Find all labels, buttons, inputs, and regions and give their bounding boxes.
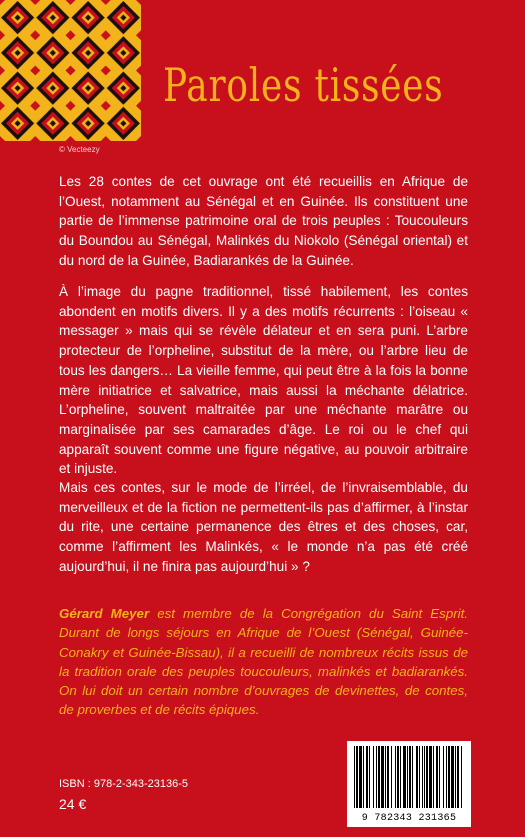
- barcode-bars: [352, 746, 466, 808]
- barcode-bar: [381, 746, 384, 808]
- author-bio-text: est membre de la Congrégation du Saint Esprit. Durant de longs séjours en Afrique de l’Ouest (Sénégal, Guinée-Conakry et Guinée-Bissau), il a recueilli de nombreux récits issus de la tradition orale des peuples toucouleurs, malinkés et badiarankés. On lui doit un certain nombre d’ouvrages de devinettes, de contes, de proverbes et de récits épiques.: [59, 606, 468, 718]
- barcode-bar: [412, 746, 413, 808]
- barcode-bar: [457, 746, 459, 808]
- price-label: 24 €: [59, 796, 87, 812]
- barcode-bar: [378, 746, 380, 808]
- barcode-bar: [416, 746, 418, 808]
- blurb-paragraph-1: Les 28 contes de cet ouvrage ont été recueillis en Afrique de l’Ouest, notamment au Sénégal et en Guinée. Ils constituent une partie de l’immense patrimoine oral de trois peuples : Toucouleurs du Boundou au Sénégal, Malinkés du Niokolo (Sénégal oriental) et du nord de la Guinée, Badiarankés de la Guinée.: [59, 174, 468, 268]
- barcode-bar: [433, 746, 434, 808]
- barcode-bar: [387, 746, 389, 808]
- barcode-bar: [356, 746, 358, 808]
- barcode-bar: [451, 746, 454, 808]
- barcode-bar: [400, 746, 401, 808]
- barcode-bar: [369, 746, 370, 808]
- barcode-bar: [363, 746, 364, 808]
- barcode-bar: [359, 746, 362, 808]
- pattern-credit: © Vecteezy: [59, 145, 100, 154]
- barcode-bar: [409, 746, 411, 808]
- barcode-bar: [446, 746, 447, 808]
- barcode-bar: [422, 746, 423, 808]
- author-bio: [59, 604, 468, 720]
- barcode-bar: [391, 746, 392, 808]
- barcode-bar: [366, 746, 368, 808]
- woven-pattern-image: [0, 0, 141, 141]
- barcode-bar: [429, 746, 432, 808]
- barcode-bar: [448, 746, 450, 808]
- isbn-label: ISBN : 978-2-343-23136-5: [59, 778, 189, 790]
- barcode: [347, 741, 471, 827]
- barcode-bar: [443, 746, 444, 808]
- blurb-paragraph-3: Mais ces contes, sur le mode de l’irréel, de l’invraisemblable, du merveilleux et de la fiction ne permettent-ils pas d’affirmer, à l’instar du rite, une certaine permanence des êtres et des choses, car, comme l’affirment les Malinkés, « le monde n’a pas été créé aujourd’hui, il ne finira pas aujourd’hui » ?: [59, 480, 468, 574]
- book-title: Paroles tissées: [163, 58, 444, 112]
- barcode-bar: [424, 746, 425, 808]
- barcode-bar: [436, 746, 438, 808]
- barcode-bar: [455, 746, 456, 808]
- barcode-bar: [373, 746, 374, 808]
- barcode-bar: [426, 746, 428, 808]
- barcode-bar: [395, 746, 396, 808]
- barcode-bar: [403, 746, 406, 808]
- barcode-number: 9 782343 231365: [361, 813, 457, 824]
- barcode-bar: [461, 746, 462, 808]
- barcode-bar: [397, 746, 399, 808]
- barcode-bar: [376, 746, 377, 808]
- author-name: Gérard Meyer: [59, 606, 150, 621]
- barcode-bar: [354, 746, 355, 808]
- barcode-bar: [407, 746, 408, 808]
- blurb-paragraph-2: À l’image du pagne traditionnel, tissé habilement, les contes abondent en motifs divers. Il y a des motifs récurrents : l’oiseau « messager » mais qui se révèle délateur et en sera puni. L’arbre protecteur de l’orpheline, substitut de la mère, ou l’arbre lieu de tous les dangers… La vieille femme, qui peut être à la fois la bonne mère initiatrice et salvatrice, mais aussi la méchante délatrice. L’orpheline, souvent maltraitée par une méchante marâtre ou marginalisée par ses camarades d’âge. Le roi ou le chef qui apparaît souvent comme une figure négative, au pouvoir arbitraire et injuste.: [59, 284, 468, 477]
- barcode-bar: [439, 746, 440, 808]
- barcode-bar: [419, 746, 420, 808]
- barcode-bar: [385, 746, 386, 808]
